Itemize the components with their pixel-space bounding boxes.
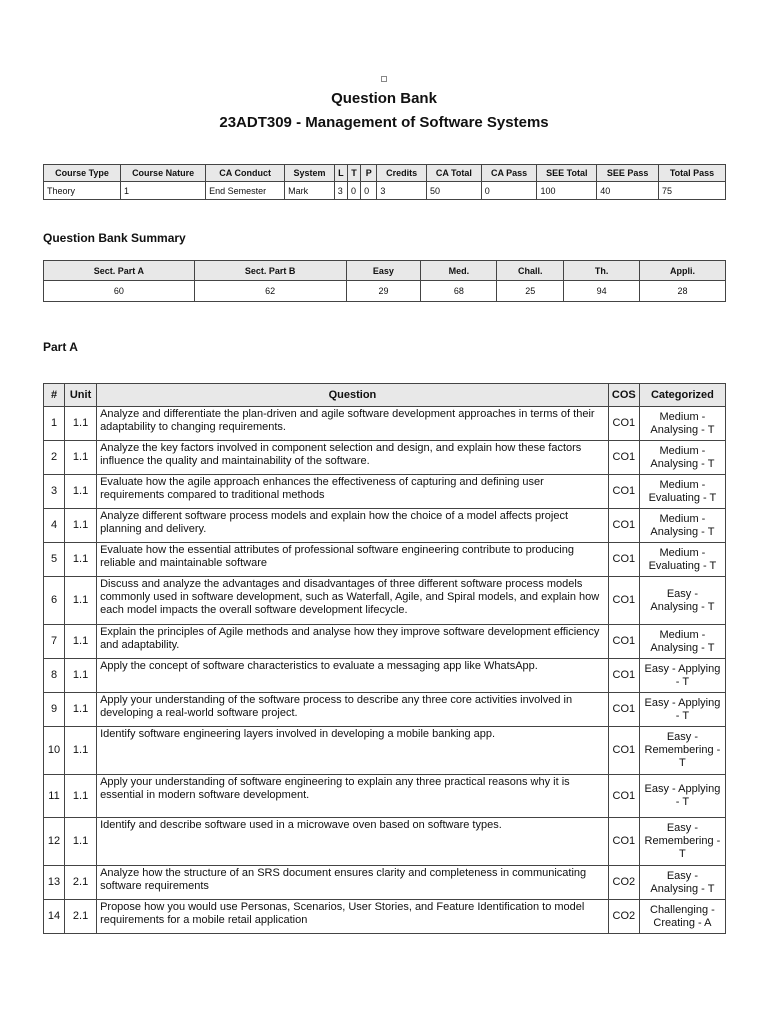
course-info-value: 3 bbox=[377, 182, 427, 200]
question-unit: 1.1 bbox=[65, 775, 97, 818]
question-number: 11 bbox=[44, 775, 65, 818]
course-info-header: Credits bbox=[377, 165, 427, 182]
question-cos: CO1 bbox=[608, 727, 639, 775]
question-cos: CO1 bbox=[608, 818, 639, 866]
summary-header: Th. bbox=[564, 261, 640, 281]
course-info-header-row bbox=[44, 165, 726, 182]
summary-value: 25 bbox=[497, 281, 564, 302]
course-info-header: System bbox=[285, 165, 335, 182]
course-info-header: CA Total bbox=[426, 165, 481, 182]
question-cos: CO1 bbox=[608, 441, 639, 475]
question-number: 8 bbox=[44, 659, 65, 693]
course-title: 23ADT309 - Management of Software Systems bbox=[219, 114, 549, 131]
question-cos: CO1 bbox=[608, 659, 639, 693]
question-row bbox=[44, 407, 726, 441]
question-cos: CO1 bbox=[608, 693, 639, 727]
question-row bbox=[44, 475, 726, 509]
course-info-value: 3 bbox=[334, 182, 347, 200]
course-info-value: 100 bbox=[537, 182, 597, 200]
question-unit: 2.1 bbox=[65, 900, 97, 934]
question-text: Apply your understanding of the software process to describe any three core activities involved in developing a real-world software project. bbox=[97, 693, 609, 727]
course-info-header: Course Type bbox=[44, 165, 121, 182]
question-cos: CO2 bbox=[608, 866, 639, 900]
question-row bbox=[44, 625, 726, 659]
question-number: 14 bbox=[44, 900, 65, 934]
question-column-header: # bbox=[44, 384, 65, 407]
question-category: Medium - Analysing - T bbox=[639, 407, 725, 441]
question-cos: CO2 bbox=[608, 900, 639, 934]
summary-value-row bbox=[44, 281, 726, 302]
question-row bbox=[44, 659, 726, 693]
question-category: Easy - Analysing - T bbox=[639, 866, 725, 900]
summary-header: Med. bbox=[421, 261, 497, 281]
summary-header: Chall. bbox=[497, 261, 564, 281]
question-cos: CO1 bbox=[608, 509, 639, 543]
question-category: Medium - Analysing - T bbox=[639, 509, 725, 543]
question-row bbox=[44, 727, 726, 775]
course-info-header: P bbox=[361, 165, 377, 182]
question-number: 10 bbox=[44, 727, 65, 775]
question-column-header: COS bbox=[608, 384, 639, 407]
course-info-header: Course Nature bbox=[121, 165, 206, 182]
question-category: Challenging - Creating - A bbox=[639, 900, 725, 934]
course-info-value: Mark bbox=[285, 182, 335, 200]
question-number: 5 bbox=[44, 543, 65, 577]
question-unit: 1.1 bbox=[65, 407, 97, 441]
question-text: Identify and describe software used in a microwave oven based on software types. bbox=[97, 818, 609, 866]
question-text: Analyze how the structure of an SRS document ensures clarity and completeness in communicating software requirements bbox=[97, 866, 609, 900]
course-info-header: SEE Pass bbox=[597, 165, 659, 182]
question-text: Analyze different software process models and explain how the choice of a model affects project planning and delivery. bbox=[97, 509, 609, 543]
course-info-header: L bbox=[334, 165, 347, 182]
question-cos: CO1 bbox=[608, 625, 639, 659]
course-info-value: 50 bbox=[426, 182, 481, 200]
question-cos: CO1 bbox=[608, 577, 639, 625]
question-row bbox=[44, 818, 726, 866]
summary-value: 60 bbox=[44, 281, 195, 302]
question-row bbox=[44, 775, 726, 818]
question-number: 3 bbox=[44, 475, 65, 509]
question-text: Analyze and differentiate the plan-driven and agile software development approaches in terms of their adaptability to changing requirements. bbox=[97, 407, 609, 441]
course-info-table bbox=[43, 164, 726, 200]
question-category: Easy - Applying - T bbox=[639, 775, 725, 818]
question-number: 4 bbox=[44, 509, 65, 543]
summary-table bbox=[43, 260, 726, 302]
question-row bbox=[44, 441, 726, 475]
question-unit: 1.1 bbox=[65, 509, 97, 543]
question-unit: 1.1 bbox=[65, 625, 97, 659]
question-number: 1 bbox=[44, 407, 65, 441]
question-row bbox=[44, 543, 726, 577]
question-text: Identify software engineering layers involved in developing a mobile banking app. bbox=[97, 727, 609, 775]
course-info-value: Theory bbox=[44, 182, 121, 200]
question-text: Evaluate how the agile approach enhances the effectiveness of capturing and defining user requirements compared to traditional methods bbox=[97, 475, 609, 509]
page-marker bbox=[381, 76, 387, 82]
question-text: Apply your understanding of software engineering to explain any three practical reasons why it is essential in modern software development. bbox=[97, 775, 609, 818]
question-text: Evaluate how the essential attributes of professional software engineering contribute to producing reliable and maintainable software bbox=[97, 543, 609, 577]
question-unit: 1.1 bbox=[65, 727, 97, 775]
question-cos: CO1 bbox=[608, 475, 639, 509]
question-column-header: Question bbox=[97, 384, 609, 407]
question-text: Explain the principles of Agile methods and analyse how they improve software development efficiency and adaptability. bbox=[97, 625, 609, 659]
question-header-row bbox=[44, 384, 726, 407]
question-category: Medium - Analysing - T bbox=[639, 625, 725, 659]
summary-value: 29 bbox=[346, 281, 421, 302]
question-text: Propose how you would use Personas, Scenarios, User Stories, and Feature Identification to model requirements for a mobile retail application bbox=[97, 900, 609, 934]
course-info-header: Total Pass bbox=[659, 165, 726, 182]
question-category: Medium - Analysing - T bbox=[639, 441, 725, 475]
course-info-header: SEE Total bbox=[537, 165, 597, 182]
question-unit: 1.1 bbox=[65, 543, 97, 577]
question-row bbox=[44, 693, 726, 727]
question-category: Easy - Analysing - T bbox=[639, 577, 725, 625]
question-unit: 1.1 bbox=[65, 659, 97, 693]
question-cos: CO1 bbox=[608, 543, 639, 577]
question-row bbox=[44, 509, 726, 543]
question-column-header: Unit bbox=[65, 384, 97, 407]
summary-value: 62 bbox=[194, 281, 346, 302]
question-row bbox=[44, 866, 726, 900]
question-unit: 1.1 bbox=[65, 818, 97, 866]
summary-header: Appli. bbox=[640, 261, 726, 281]
course-info-header: T bbox=[347, 165, 360, 182]
summary-value: 28 bbox=[640, 281, 726, 302]
course-info-value: End Semester bbox=[206, 182, 285, 200]
summary-header: Easy bbox=[346, 261, 421, 281]
question-cos: CO1 bbox=[608, 407, 639, 441]
course-info-value: 1 bbox=[121, 182, 206, 200]
question-unit: 2.1 bbox=[65, 866, 97, 900]
question-text: Analyze the key factors involved in component selection and design, and explain how these factors influence the quality and maintainability of the software. bbox=[97, 441, 609, 475]
question-number: 12 bbox=[44, 818, 65, 866]
document-title: Question Bank bbox=[331, 90, 437, 107]
course-info-value: 0 bbox=[347, 182, 360, 200]
course-info-value: 0 bbox=[481, 182, 537, 200]
summary-header: Sect. Part A bbox=[44, 261, 195, 281]
question-row bbox=[44, 900, 726, 934]
question-row bbox=[44, 577, 726, 625]
question-text: Apply the concept of software characteristics to evaluate a messaging app like WhatsApp. bbox=[97, 659, 609, 693]
question-number: 6 bbox=[44, 577, 65, 625]
course-info-value: 40 bbox=[597, 182, 659, 200]
question-category: Medium - Evaluating - T bbox=[639, 475, 725, 509]
question-column-header: Categorized bbox=[639, 384, 725, 407]
question-number: 9 bbox=[44, 693, 65, 727]
part-a-question-table bbox=[43, 383, 726, 934]
question-number: 2 bbox=[44, 441, 65, 475]
question-number: 13 bbox=[44, 866, 65, 900]
question-unit: 1.1 bbox=[65, 577, 97, 625]
summary-header-row bbox=[44, 261, 726, 281]
course-info-header: CA Conduct bbox=[206, 165, 285, 182]
question-unit: 1.1 bbox=[65, 475, 97, 509]
question-number: 7 bbox=[44, 625, 65, 659]
question-category: Easy - Remembering - T bbox=[639, 818, 725, 866]
summary-value: 68 bbox=[421, 281, 497, 302]
question-cos: CO1 bbox=[608, 775, 639, 818]
question-unit: 1.1 bbox=[65, 441, 97, 475]
question-category: Easy - Remembering - T bbox=[639, 727, 725, 775]
course-info-header: CA Pass bbox=[481, 165, 537, 182]
course-info-value: 75 bbox=[659, 182, 726, 200]
course-info-value: 0 bbox=[361, 182, 377, 200]
summary-heading: Question Bank Summary bbox=[43, 231, 186, 245]
question-category: Easy - Applying - T bbox=[639, 693, 725, 727]
summary-value: 94 bbox=[564, 281, 640, 302]
course-info-value-row bbox=[44, 182, 726, 200]
question-unit: 1.1 bbox=[65, 693, 97, 727]
part-a-heading: Part A bbox=[43, 340, 78, 354]
question-category: Easy - Applying - T bbox=[639, 659, 725, 693]
summary-header: Sect. Part B bbox=[194, 261, 346, 281]
question-category: Medium - Evaluating - T bbox=[639, 543, 725, 577]
question-text: Discuss and analyze the advantages and disadvantages of three different software process models commonly used in software development, such as Waterfall, Agile, and Spiral models, and explain how each model impacts the overall software development lifecycle. bbox=[97, 577, 609, 625]
